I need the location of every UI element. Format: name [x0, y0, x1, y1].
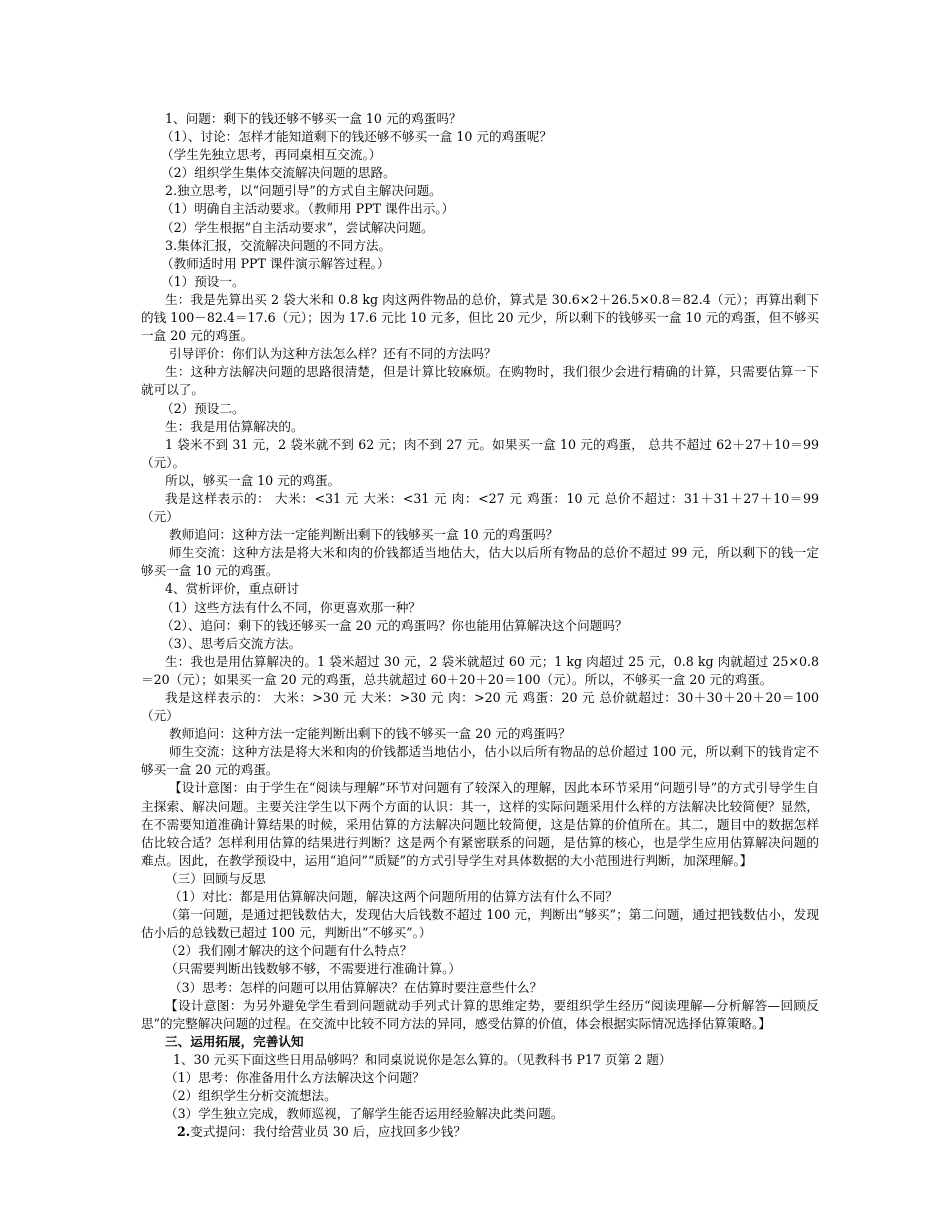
text-line: （2）组织学生集体交流解决问题的思路。: [161, 165, 396, 181]
text-line: 生：这种方法解决问题的思路很清楚，但是计算比较麻烦。在购物时，我们很少会进行精确的计算，只需要估算一下就可以了。: [141, 364, 819, 398]
text-line: 生：我是先算出买 2 袋大米和 0.8 kg 肉这两件物品的总价，算式是 30.6×2＋26.5×0.8＝82.4（元）；再算出剩下的钱 100－82.4＝17.6（元）；因为 17.6 元比 10 元多，但比 20 元少，所以剩下的钱够买一盒 10 元的鸡蛋，但不够买一盒 20 元的鸡蛋。: [141, 291, 819, 344]
text-line: （教师适时用 PPT 课件演示解答过程。）: [161, 255, 390, 271]
text-line: （三）回顾与反思: [165, 870, 266, 886]
text-line: 1、问题：剩下的钱还够不够买一盒 10 元的鸡蛋吗？: [165, 111, 462, 126]
text-line: 2.变式提问：我付给营业员 30 后，应找回多少钱？: [177, 1124, 467, 1140]
text-line: （1）、讨论：怎样才能知道剩下的钱还够不够买一盒 10 元的鸡蛋呢？: [161, 129, 552, 145]
text-line: （3）学生独立完成，教师巡视，了解学生能否运用经验解决此类问题。: [165, 1106, 564, 1122]
text-line: 3.集体汇报，交流解决问题的不同方法。: [165, 237, 392, 253]
text-line: （1）这些方法有什么不同，你更喜欢那一种？: [161, 599, 421, 615]
text-line: 我是这样表示的： 大米：<31 元 大米：<31 元 肉：<27 元 鸡蛋：10 元 总价不超过：31＋31＋27＋10＝99（元）: [141, 490, 819, 525]
text-line: （学生先独立思考，再同桌相互交流。）: [161, 147, 382, 163]
text-line: （2）预设二。: [161, 400, 245, 416]
text-line: （2）我们刚才解决的这个问题有什么特点？: [165, 943, 413, 959]
text-line: （1）对比：都是用估算解决问题，解决这两个问题所用的估算方法有什么不同？: [169, 889, 618, 905]
text-line: 生：我也是用估算解决的。1 袋米超过 30 元，2 袋米就超过 60 元；1 kg 肉超过 25 元，0.8 kg 肉就超过 25×0.8＝20（元）；如果买一盒 20 元的鸡蛋，总共就超过 60＋20＋20＝100（元）。所以，不够买一盒 20 元的鸡蛋。: [141, 653, 819, 687]
document-body: [141, 110, 819, 1141]
text-line: （1）预设一。: [161, 273, 245, 289]
text-line: 1、30 元买下面这些日用品够吗？和同桌说说你是怎么算的。（见教科书 P17 页第 2 题）: [173, 1051, 672, 1067]
text-line: （3）、思考后交流方法。: [161, 635, 302, 651]
text-line: 1 袋米不到 31 元，2 袋米就不到 62 元；肉不到 27 元。如果买一盒 10 元的鸡蛋， 总共不超过 62＋27＋10＝99（元）。: [141, 436, 819, 470]
text-line: （2）学生根据“自主活动要求”，尝试解决问题。: [161, 219, 434, 235]
text-line: （2）、追问：剩下的钱还够买一盒 20 元的鸡蛋吗？你也能用估算解决这个问题吗？: [161, 617, 628, 633]
text-line: 师生交流：这种方法是将大米和肉的价钱都适当地估小，估小以后所有物品的总价超过 100 元，所以剩下的钱肯定不够买一盒 20 元的鸡蛋。: [141, 744, 819, 778]
text-line: （2）组织学生分析交流想法。: [165, 1088, 337, 1104]
text-line: （第一问题，是通过把钱数估大，发现估大后钱数不超过 100 元，判断出“够买”；第二问题，通过把钱数估小，发现估小后的总钱数已超过 100 元，判断出“不够买”。）: [141, 907, 819, 941]
text-line: 教师追问：这种方法一定能判断出剩下的钱不够买一盒 20 元的鸡蛋吗？: [169, 726, 571, 742]
text-line: 【设计意图：由于学生在“阅读与理解”环节对问题有了较深入的理解，因此本环节采用“问题引导”的方式引导学生自主探索、解决问题。主要关注学生以下两个方面的认识：其一，这样的实际问题采用什么样的方法解决比较简便？显然，在不需要知道准确计算结果的时候，采用估算的方法解决问题比较简便，这是估算的价值所在。其二，题目中的数据怎样估比较合适？怎样利用估算的结果进行判断？这是两个有紧密联系的问题，是估算的核心，也是学生应用估算解决问题的难点。因此，在教学预设中，运用“追问”“质疑”的方式引导学生对具体数据的大小范围进行判断，加深理解。】: [141, 780, 819, 868]
text-line: （只需要判断出钱数够不够，不需要进行准确计算。）: [165, 961, 461, 977]
text-line: 2.独立思考，以“问题引导”的方式自主解决问题。: [165, 183, 442, 199]
text-line: 引导评价：你们认为这种方法怎么样？还有不同的方法吗？: [169, 346, 497, 362]
text-line: 所以，够买一盒 10 元的鸡蛋。: [165, 472, 341, 488]
text-line: 教师追问：这种方法一定能判断出剩下的钱够买一盒 10 元的鸡蛋吗？: [169, 527, 559, 543]
text-line: 【设计意图：为另外避免学生看到问题就动手列式计算的思维定势，要组织学生经历“阅读理解—分析解答—回顾反思”的完整解决问题的过程。在交流中比较不同方法的异同，感受估算的价值，体会根据实际情况选择估算策略。】: [141, 997, 819, 1031]
text-line: 师生交流：这种方法是将大米和肉的价钱都适当地估大，估大以后所有物品的总价不超过 99 元，所以剩下的钱一定够买一盒 10 元的鸡蛋。: [141, 545, 819, 579]
text-line: （1）明确自主活动要求。（教师用 PPT 课件出示。）: [161, 201, 455, 217]
text-line: 三、运用拓展，完善认知: [165, 1033, 304, 1049]
text-line: （3）思考：怎样的问题可以用估算解决？在估算时要注意些什么？: [169, 979, 543, 995]
text-line: 我是这样表示的： 大米：>30 元 大米：>30 元 肉：>20 元 鸡蛋：20 元 总价就超过：30＋30＋20＋20＝100（元）: [141, 690, 819, 724]
text-line: （1）思考：你准备用什么方法解决这个问题？: [165, 1069, 425, 1085]
text-line: 生：我是用估算解决的。: [165, 418, 304, 434]
text-line: 4、赏析评价，重点研讨: [165, 581, 299, 597]
